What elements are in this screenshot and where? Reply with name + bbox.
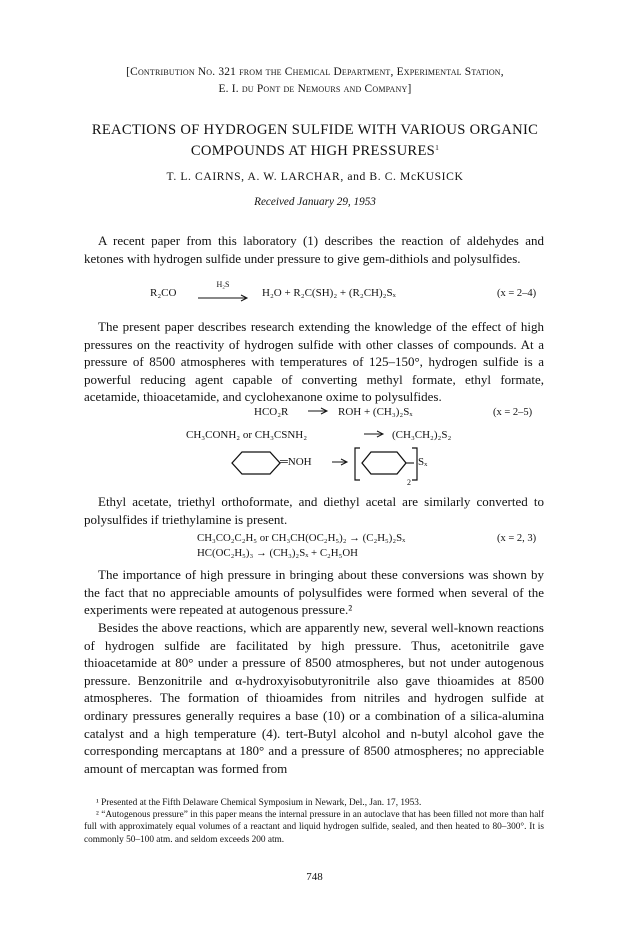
cyclohexane-ring-icon [228,449,288,477]
article-title [70,122,560,160]
title-line-2-text: COMPOUNDS AT HIGH PRESSURES [190,143,436,159]
reaction-arrow-icon [196,294,250,302]
authors: T. L. CAIRNS, A. W. LARCHAR, and B. C. McKUSICK [166,170,464,183]
equation-2-note: (x = 2–5) [493,407,533,418]
page-number: 748 [306,871,323,883]
contribution-line-1: [Contribution No. 321 from the Chemical Department, Experimental Station, [126,66,504,78]
contribution-header [60,64,570,98]
equation-4-subscript: 2 [407,478,411,487]
equation-5-line-1: CH₃CO₂C₂H₅ or CH₃CH(OC₂H₅)₂ → (C₂H₅)₂Sₓ [197,532,406,544]
paragraph-5 [84,619,544,777]
title-line-1: REACTIONS OF HYDROGEN SULFIDE WITH VARIOUS ORGANIC [91,122,539,138]
title-footnote-mark: 1 [435,143,440,152]
equation-5-note: (x = 2, 3) [497,533,537,544]
cyclohexanone-oxime-structure [228,449,288,482]
equation-1-products: H₂O + R₂C(SH)₂ + (R₂CH)₂Sₓ [262,287,396,299]
equation-3-right: (CH₃CH₂)₂S₂ [392,429,452,441]
equation-4-arrow [330,457,350,470]
footnotes [84,797,544,846]
reaction-arrow-icon [306,406,330,416]
reaction-arrow-icon [362,429,386,439]
equation-1-arrow [196,280,250,307]
reaction-arrow-icon [330,457,350,467]
equation-2-right: ROH + (CH₃)₂Sₓ [338,406,413,418]
cyclohexyl-bracket-structure [352,446,424,489]
paragraph-3-text: Ethyl acetate, triethyl orthoformate, and diethyl acetal are similarly converted to polysulfides if triethylamine is present. [84,494,544,527]
equation-1-arrow-label: H₂S [216,280,230,289]
equation-5-line-2: HC(OC₂H₅)₃ → (CH₃)₂Sₓ + C₂H₅OH [197,547,358,559]
bracketed-cyclohexyl-icon [352,446,424,484]
equation-1-reactant: R₂CO [150,287,177,299]
paragraph-4-text: The importance of high pressure in bringing about these conversions was shown by the fact that no appreciable amounts of polysulfides were formed when several of the experiments were repeated at autogenous pressure.² [84,567,544,618]
paragraph-1 [84,232,544,267]
contribution-line-2: E. I. du Pont de Nemours and Company] [218,83,412,95]
title-line-2 [70,139,560,160]
paragraph-2 [84,318,544,406]
equation-4-left: ═NOH [280,456,312,468]
footnote-1: ¹ Presented at the Fifth Delaware Chemical Symposium in Newark, Del., Jan. 17, 1953. [96,798,422,808]
received-date: Received January 29, 1953 [254,196,376,208]
equation-4-right: Sₓ [418,456,428,468]
paragraph-5-text: Besides the above reactions, which are apparently new, several well-known reactions of hydrogen sulfide are facilitated by high pressure. Thus, acetonitrile gave thioacetamide at 80° under a pressure of 8500 atmospheres, but not under autogenous pressure. Benzonitrile and α-hydroxyisobutyronitrile also gave thioamides at 8500 atmospheres. The formation of thioamides from nitriles and hydrogen sulfide at ordinary pressures generally requires a base (10) or a combination of a silica-alumina catalyst and a high temperature (4). tert-Butyl alcohol and n-butyl alcohol gave the corresponding mercaptans at 180° and a pressure of 8500 atmospheres; no appreciable amount of mercaptan was formed from [84,620,544,776]
paragraph-3 [84,493,544,528]
equation-3-left: CH₃CONH₂ or CH₃CSNH₂ [186,429,308,441]
equation-1-note: (x = 2–4) [497,288,537,299]
equation-2-arrow [306,406,330,419]
equation-3-arrow [362,429,386,442]
footnote-2: ² “Autogenous pressure” in this paper means the internal pressure in an autoclave that has been filled not more than half full with approximately equal volumes of a reactant and liquid hydrogen sulfide, sealed, and then heated to 80–300°. It is commonly 50–100 atm. and seldom exceeds 200 atm. [84,810,544,845]
equation-2-left: HCO₂R [254,406,289,418]
paragraph-4 [84,566,544,619]
paragraph-1-text: A recent paper from this laboratory (1) describes the reaction of aldehydes and ketones with hydrogen sulfide under pressure to give gem-dithiols and polysulfides. [84,233,544,266]
paragraph-2-text: The present paper describes research extending the knowledge of the effect of high pressures on the reactivity of hydrogen sulfide with other classes of compounds. At a pressure of 8500 atmospheres with temperatures of 125–150°, hydrogen sulfide is a powerful reducing agent capable of converting methyl formate, ethyl formate, acetamide, thioacetamide, and cyclohexanone oxime to polysulfides. [84,319,544,405]
